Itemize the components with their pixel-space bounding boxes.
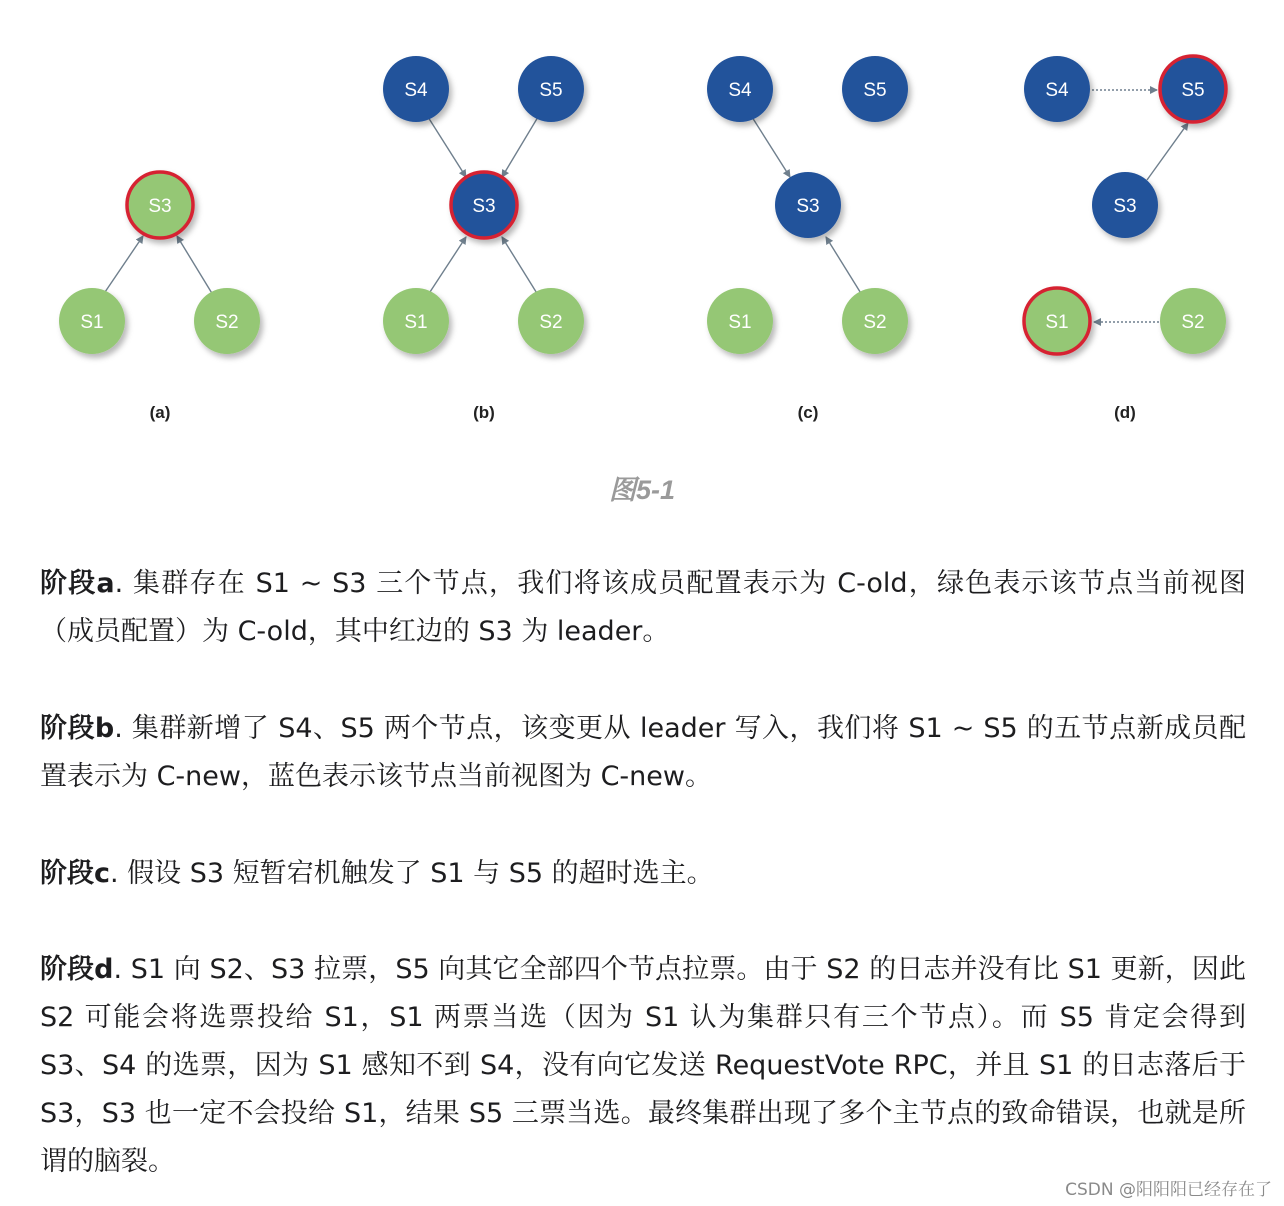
node-s1 (707, 288, 773, 354)
paragraph-stage-b (40, 705, 1246, 801)
panel-label-d: (d) (1114, 403, 1136, 422)
panel-d (1024, 56, 1226, 422)
csdn-watermark: CSDN @阳阳阳已经存在了 (1065, 1180, 1272, 1200)
node-label: S2 (215, 312, 239, 333)
arrow-s1-to-s3 (428, 237, 466, 295)
node-label: S5 (863, 80, 887, 101)
node-s2 (1160, 288, 1226, 354)
node-label: S3 (148, 196, 172, 217)
node-s1-leader (1024, 288, 1090, 354)
stage-label: 阶段b (40, 713, 115, 744)
node-label: S5 (1181, 80, 1205, 101)
paragraph-stage-d (40, 946, 1246, 1186)
node-label: S2 (1181, 312, 1205, 333)
stage-text: . S1 向 S2、S3 拉票，S5 向其它全部四个节点拉票。由于 S2 的日志并没有比 S1 更新，因此 S2 可能会将选票投给 S1，S1 两票当选（因为 S1 认为集群只有三个节点）。而 S5 肯定会得到 S3、S4 的选票，因为 S1 感知不到 S4，没有向它发送 RequestVote RPC，并且 S1 的日志落后于 S3，S3 也一定不会投给 S1，结果 S5 三票当选。最终集群出现了多个主节点的致命错误，也就是所谓的脑裂。 (40, 954, 1246, 1177)
node-label: S4 (728, 80, 752, 101)
arrow-s2-to-s3 (826, 237, 862, 295)
node-label: S1 (80, 312, 104, 333)
node-label: S2 (863, 312, 887, 333)
panel-c (707, 56, 908, 422)
panel-a (59, 172, 260, 422)
node-label: S1 (1045, 312, 1069, 333)
node-label: S5 (539, 80, 563, 101)
arrow-s5-to-s3 (502, 117, 538, 177)
panel-b (383, 56, 584, 422)
arrow-s1-to-s3 (103, 236, 143, 295)
panel-label-c: (c) (797, 403, 819, 422)
paragraph-stage-c (40, 850, 1246, 898)
node-s3-leader (451, 172, 517, 238)
raft-membership-diagram (0, 0, 1284, 460)
node-s3 (775, 172, 841, 238)
node-label: S3 (1113, 196, 1137, 217)
node-s4 (707, 56, 773, 122)
node-s5-leader (1160, 56, 1226, 122)
node-s4 (1024, 56, 1090, 122)
panel-label-a: (a) (149, 403, 171, 422)
node-s2 (842, 288, 908, 354)
arrow-s2-to-s3 (502, 237, 538, 295)
node-label: S4 (404, 80, 428, 101)
node-s2 (518, 288, 584, 354)
stage-text: . 集群存在 S1 ~ S3 三个节点，我们将该成员配置表示为 C-old，绿色表示该节点当前视图（成员配置）为 C-old，其中红边的 S3 为 leader。 (40, 568, 1246, 647)
panel-label-b: (b) (473, 403, 495, 422)
node-label: S3 (796, 196, 820, 217)
arrow-s2-to-s3 (177, 236, 213, 295)
stage-label: 阶段d (40, 954, 114, 985)
stage-text: . 集群新增了 S4、S5 两个节点，该变更从 leader 写入，我们将 S1 ~ S5 的五节点新成员配置表示为 C-new，蓝色表示该节点当前视图为 C-new。 (40, 713, 1246, 792)
arrow-s4-to-s3 (428, 117, 466, 177)
node-label: S3 (472, 196, 496, 217)
node-label: S1 (728, 312, 752, 333)
node-s5 (518, 56, 584, 122)
stage-text: . 假设 S3 短暂宕机触发了 S1 与 S5 的超时选主。 (110, 858, 714, 889)
stage-label: 阶段a (40, 568, 115, 599)
node-s3 (1092, 172, 1158, 238)
node-label: S1 (404, 312, 428, 333)
node-s3-leader (127, 172, 193, 238)
node-s5 (842, 56, 908, 122)
figure-caption: 图5-1 (608, 475, 676, 505)
arrow-s4-to-s3 (752, 117, 790, 177)
arrow-s3-to-s5 (1147, 123, 1188, 180)
node-s1 (59, 288, 125, 354)
node-s2 (194, 288, 260, 354)
node-label: S4 (1045, 80, 1069, 101)
paragraph-stage-a (40, 560, 1246, 656)
node-label: S2 (539, 312, 563, 333)
node-s4 (383, 56, 449, 122)
stage-label: 阶段c (40, 858, 111, 889)
node-s1 (383, 288, 449, 354)
